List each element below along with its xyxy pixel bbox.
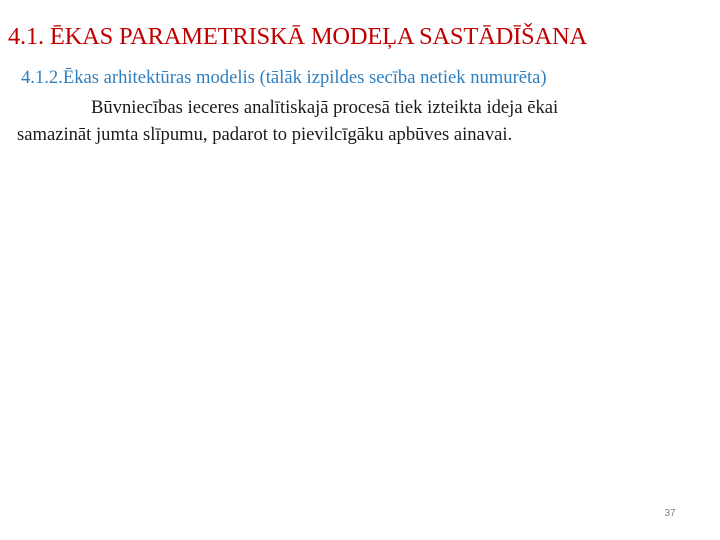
slide-title: 4.1. ĒKAS PARAMETRISKĀ MODEĻA SASTĀDĪŠANA [8, 23, 587, 50]
body-line-2: samazināt jumta slīpumu, padarot to pievilcīgāku apbūves ainavai. [17, 124, 513, 145]
body-paragraph [17, 94, 707, 148]
page-number: 37 [664, 508, 676, 519]
body-line-1: Būvniecības ieceres analītiskajā procesā tiek izteikta ideja ēkai [91, 97, 559, 118]
section-subheading: 4.1.2.Ēkas arhitektūras modelis (tālāk izpildes secība netiek numurēta) [21, 67, 547, 88]
